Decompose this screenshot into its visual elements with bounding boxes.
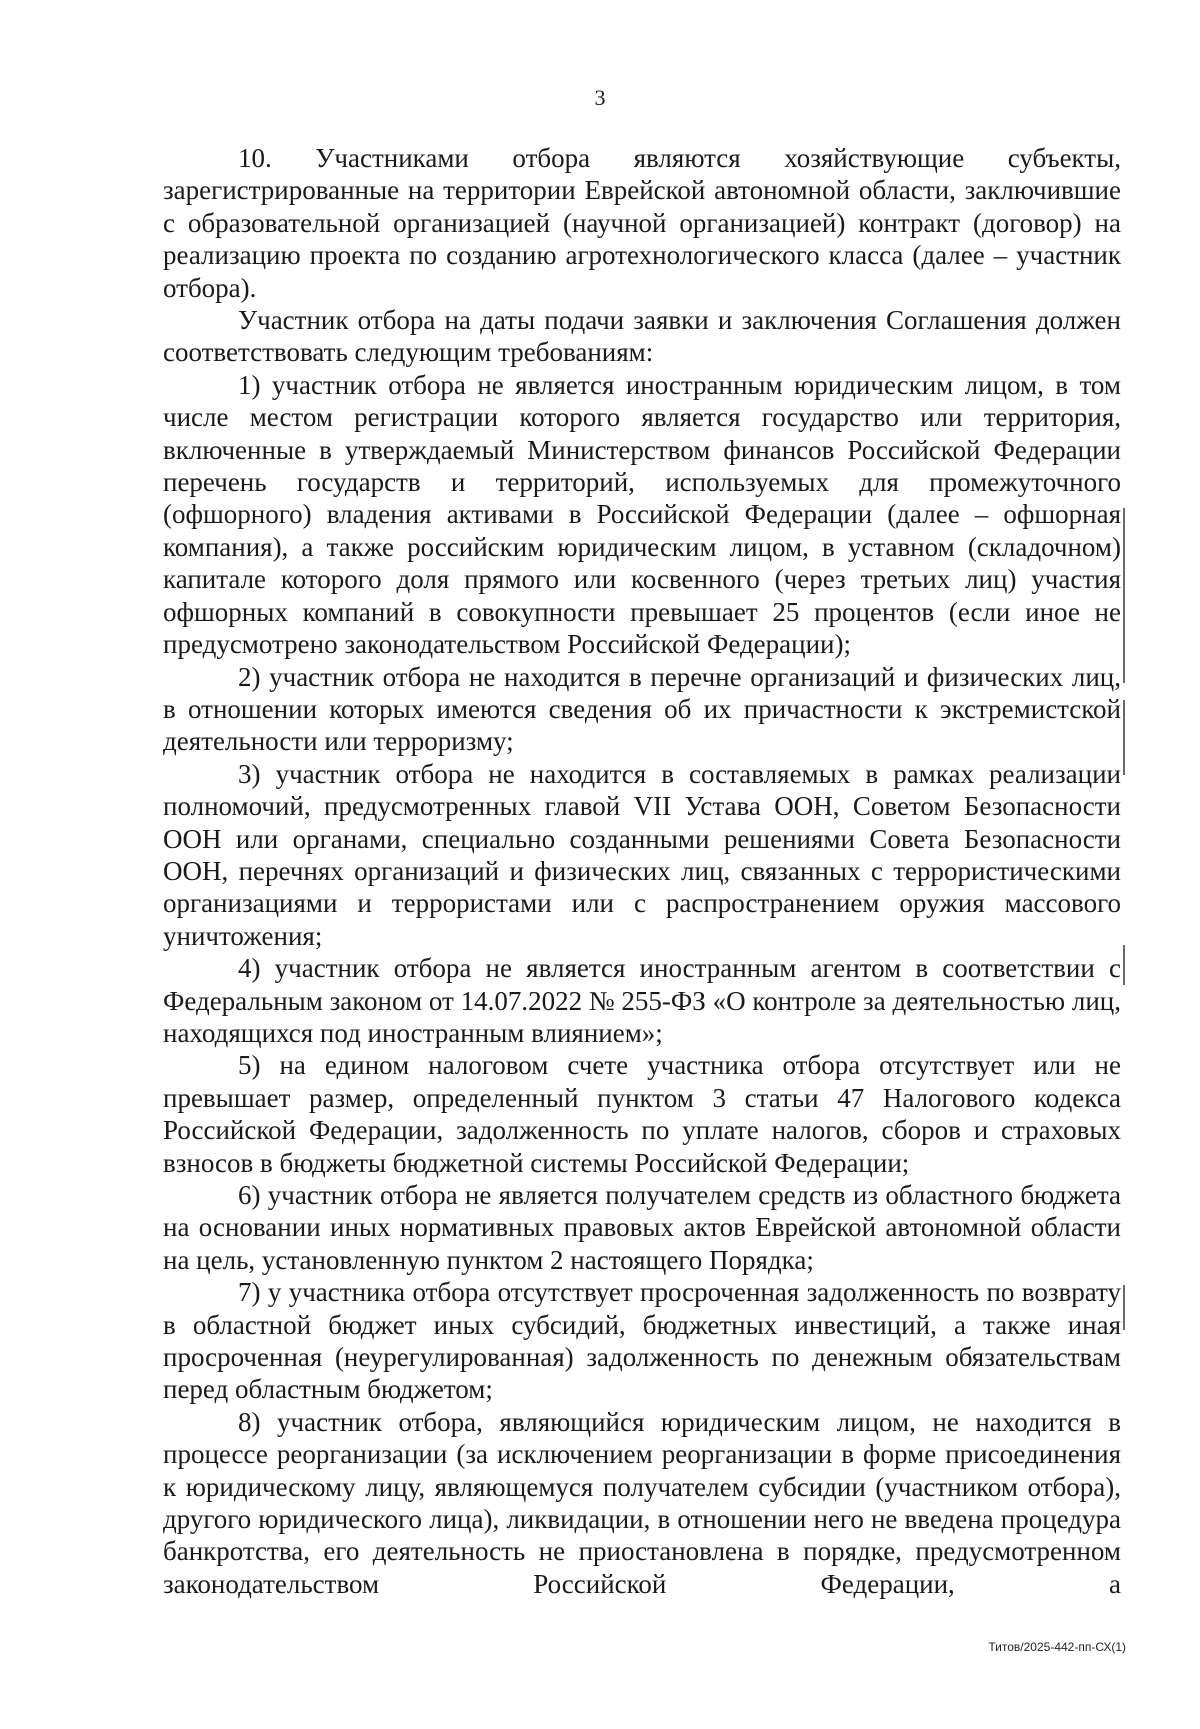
- scan-edge-mark: [1123, 508, 1125, 683]
- scan-edge-mark: [1123, 700, 1125, 775]
- requirement-8-reorganization: 8) участник отбора, являющийся юридическим лицом, не находится в процессе реорганизации (за исключением реорганизации в форме присоединения к юридическому лицу, являющемуся получателем субсидии (участником отбора), другого юридического лица), ликвидации, в отношении него не введена процедура банкротства, его деятельность не приостановлена в порядке, предусмотренном законодательством Российской Федерации, а: [163, 1406, 1121, 1599]
- paragraph-requirements-intro: Участник отбора на даты подачи заявки и заключения Соглашения должен соответствовать следующим требованиям:: [163, 305, 1121, 368]
- requirement-3-un-lists: 3) участник отбора не находится в составляемых в рамках реализации полномочий, предусмотренных главой VII Устава ООН, Советом Безопасности ООН или органами, специально созданными решениями Совета Безопасности ООН, перечнях организаций и физических лиц, связанных с террористическими организациями и террористами или с распространением оружия массового уничтожения;: [163, 758, 1121, 951]
- document-body: [163, 142, 1121, 1600]
- requirement-6-other-funding: 6) участник отбора не является получателем средств из областного бюджета на основании иных нормативных правовых актов Еврейской автономной области на цель, установленную пунктом 2 настоящего Порядка;: [163, 1180, 1121, 1275]
- requirement-4-foreign-agent: 4) участник отбора не является иностранным агентом в соответствии с Федеральным законом от 14.07.2022 № 255-ФЗ «О контроле за деятельностью лиц, находящихся под иностранным влиянием»;: [163, 953, 1121, 1048]
- document-code: Титов/2025-442-пп-СХ(1): [988, 1640, 1126, 1654]
- requirement-2-extremism: 2) участник отбора не находится в перечне организаций и физических лиц, в отношении которых имеются сведения об их причастности к экстремистской деятельности или терроризму;: [163, 661, 1121, 757]
- requirement-5-tax-debt: 5) на едином налоговом счете участника отбора отсутствует или не превышает размер, определенный пунктом 3 статьи 47 Налогового кодекса Российской Федерации, задолженность по уплате налогов, сборов и страховых взносов в бюджеты бюджетной системы Российской Федерации;: [163, 1050, 1121, 1178]
- scan-edge-mark: [1123, 945, 1125, 985]
- paragraph-10-participants: 10. Участниками отбора являются хозяйствующие субъекты, зарегистрированные на территории Еврейской автономной области, заключившие с образовательной организацией (научной организацией) контракт (договор) на реализацию проекта по созданию агротехнологического класса (далее – участник отбора).: [163, 143, 1121, 303]
- scan-edge-mark: [1123, 1285, 1125, 1330]
- requirement-7-overdue-debt: 7) у участника отбора отсутствует просроченная задолженность по возврату в областной бюджет иных субсидий, бюджетных инвестиций, а также иная просроченная (неурегулированная) задолженность по денежным обязательствам перед областным бюджетом;: [163, 1277, 1121, 1405]
- page-number: 3: [594, 85, 606, 110]
- requirement-1-offshore: 1) участник отбора не является иностранным юридическим лицом, в том числе местом регистрации которого является государство или территория, включенные в утверждаемый Министерством финансов Российской Федерации перечень государств и территорий, используемых для промежуточного (офшорного) владения активами в Российской Федерации (далее – офшорная компания), а также российским юридическим лицом, в уставном (складочном) капитале которого доля прямого или косвенного (через третьих лиц) участия офшорных компаний в совокупности превышает 25 процентов (если иное не предусмотрено законодательством Российской Федерации);: [163, 369, 1121, 660]
